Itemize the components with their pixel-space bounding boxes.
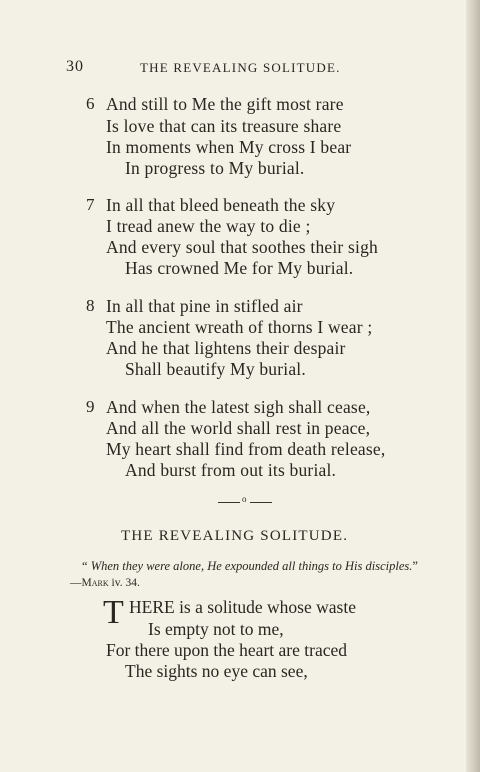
reference-book: Mark [81, 577, 109, 589]
verse-line: I tread anew the way to die ; [106, 216, 311, 236]
verse-line: Has crowned Me for My burial. [125, 258, 354, 278]
verse-line: Is empty not to me, [148, 619, 284, 639]
section-divider [218, 494, 272, 506]
divider-ornament: o [242, 494, 247, 504]
page-edge [466, 0, 480, 772]
verse-line: In progress to My burial. [125, 158, 305, 178]
verse-line: And when the latest sigh shall cease, [106, 397, 371, 417]
verse-line: Is love that can its treasure share [106, 116, 342, 136]
running-title: THE REVEALING SOLITUDE. [140, 60, 341, 75]
divider-rule [218, 502, 240, 503]
verse-line: Shall beautify My burial. [125, 359, 306, 379]
epigraph [82, 559, 418, 574]
reference-dash: — [70, 577, 82, 589]
verse-line: In moments when My cross I bear [106, 137, 352, 157]
verse-line: And he that lightens their despair [106, 338, 346, 358]
verse-line: For there upon the heart are traced [106, 640, 347, 660]
epigraph-close-quote: ” [412, 559, 418, 573]
page-header [66, 58, 366, 80]
verse-line: And still to Me the gift most rare [106, 94, 344, 114]
verse-line: The ancient wreath of thorns I wear ; [106, 317, 373, 337]
verse-line: In all that pine in stifled air [106, 296, 303, 316]
epigraph-open-quote: “ [82, 559, 88, 573]
verse-line: My heart shall find from death release, [106, 439, 386, 459]
stanza-number: 9 [86, 397, 95, 416]
stanza-number: 8 [86, 296, 95, 315]
reference-verse: iv. 34. [108, 577, 140, 589]
verse-line: And all the world shall rest in peace, [106, 418, 371, 438]
poem-title: THE REVEALING SOLITUDE. [121, 528, 349, 544]
verse-line: And burst from out its burial. [125, 460, 337, 480]
epigraph-text: When they were alone, He expounded all things to His disciples. [90, 559, 413, 573]
verse-line: HERE is a solitude whose waste [129, 597, 356, 617]
epigraph-reference [70, 577, 140, 589]
drop-cap: T [103, 594, 124, 631]
page-number: 30 [66, 58, 84, 75]
verse-line: In all that bleed beneath the sky [106, 195, 336, 215]
divider-rule [250, 502, 272, 503]
verse-line: The sights no eye can see, [125, 661, 308, 681]
verse-line: And every soul that soothes their sigh [106, 237, 379, 257]
stanza-number: 6 [86, 94, 95, 113]
stanza-number: 7 [86, 195, 95, 214]
